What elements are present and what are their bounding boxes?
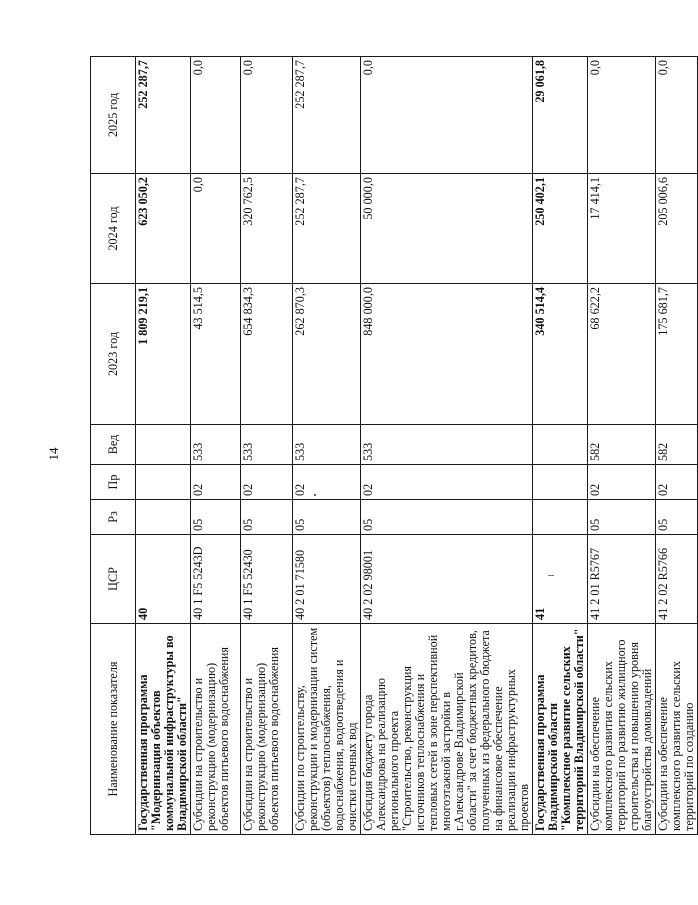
row-2023: 68 622,2 xyxy=(588,284,656,425)
header-pr: Пр xyxy=(91,465,136,500)
row-ved: 533 xyxy=(293,425,361,465)
row-csr: 40 1 F5 5243D xyxy=(191,535,241,624)
table-row xyxy=(588,57,656,835)
scan-speck xyxy=(314,494,316,496)
row-name: Государственная программа Владимирской области "Комплексное развитие сельских территорий Владимирской области" xyxy=(533,624,588,835)
table-row xyxy=(293,57,361,835)
table-row xyxy=(241,57,293,835)
header-name: Наименование показателя xyxy=(91,624,136,835)
table-row xyxy=(191,57,241,835)
row-csr: 41 xyxy=(533,535,588,624)
row-2023: 848 000,0 xyxy=(361,284,533,425)
scan-mark xyxy=(548,575,554,576)
row-ved: 582 xyxy=(656,425,698,465)
row-2023: 262 870,3 xyxy=(293,284,361,425)
row-pr: 02 xyxy=(191,465,241,500)
row-csr: 40 2 01 71580 xyxy=(293,535,361,624)
row-rz: 05 xyxy=(361,500,533,535)
header-csr: ЦСР xyxy=(91,535,136,624)
row-2024: 250 402,1 xyxy=(533,174,588,284)
row-2025: 252 287,7 xyxy=(136,57,191,174)
row-name: Субсидии на строительство и реконструкцию (модернизацию) объектов питьевого водоснабжения xyxy=(241,624,293,835)
header-row xyxy=(91,57,136,835)
row-pr: 02 xyxy=(656,465,698,500)
table-row xyxy=(136,57,191,835)
row-name: Государственная программа "Модернизация объектов коммунальной инфраструктуры во Владимирской области" xyxy=(136,624,191,835)
row-rz xyxy=(136,500,191,535)
header-2023: 2023 год xyxy=(91,284,136,425)
row-2024: 320 762,5 xyxy=(241,174,293,284)
row-pr: 02 xyxy=(588,465,656,500)
row-2025: 29 061,8 xyxy=(533,57,588,174)
table-row xyxy=(656,57,698,835)
row-pr: 02 xyxy=(293,465,361,500)
row-2023: 654 834,3 xyxy=(241,284,293,425)
row-rz: 05 xyxy=(241,500,293,535)
row-ved xyxy=(136,425,191,465)
row-csr: 40 1 F5 52430 xyxy=(241,535,293,624)
row-2024: 0,0 xyxy=(191,174,241,284)
row-name: Субсидии на обеспечение комплексного развития сельских территорий по развитию жилищного строительства и повышению уровня благоустройства домовладений xyxy=(588,624,656,835)
row-2025: 0,0 xyxy=(588,57,656,174)
row-2025: 0,0 xyxy=(361,57,533,174)
row-csr: 40 2 02 98001 xyxy=(361,535,533,624)
row-name: Субсидии по строительству, реконструкции и модернизации систем (объектов) теплоснабжения, водоснабжения, водоотведения и очистки сточных вод xyxy=(293,624,361,835)
row-csr: 41 2 01 R5767 xyxy=(588,535,656,624)
row-ved: 533 xyxy=(191,425,241,465)
header-ved: Вед xyxy=(91,425,136,465)
row-2025: 0,0 xyxy=(241,57,293,174)
rotated-table-wrapper xyxy=(90,57,696,835)
page-number: 14 xyxy=(46,447,61,461)
header-2024: 2024 год xyxy=(91,174,136,284)
row-pr xyxy=(136,465,191,500)
row-2024: 205 006,6 xyxy=(656,174,698,284)
table-row xyxy=(361,57,533,835)
row-csr: 41 2 02 R5766 xyxy=(656,535,698,624)
row-pr: 02 xyxy=(361,465,533,500)
table-row xyxy=(533,57,588,835)
row-ved xyxy=(533,425,588,465)
row-ved: 582 xyxy=(588,425,656,465)
row-2023: 1 809 219,1 xyxy=(136,284,191,425)
row-name: Субсидия бюджету города Александрова на реализацию регионального проекта "Строительство, реконструкция источников теплоснабжения и тепловых сетей в зоне перспективной многоэтажной застройки в г.Александрове Владимирской области" за счет бюджетных кредитов, полученных из федерального бюджета на финансовое обеспечение реализации инфраструктурных проектов xyxy=(361,624,533,835)
row-name: Субсидии на обеспечение комплексного развития сельских территорий по созданию xyxy=(656,624,698,835)
row-2024: 623 050,2 xyxy=(136,174,191,284)
row-csr: 40 xyxy=(136,535,191,624)
row-pr xyxy=(533,465,588,500)
row-rz xyxy=(533,500,588,535)
row-2024: 252 287,7 xyxy=(293,174,361,284)
row-2023: 175 681,7 xyxy=(656,284,698,425)
row-2024: 50 000,0 xyxy=(361,174,533,284)
budget-table xyxy=(90,56,698,835)
row-2024: 17 414,1 xyxy=(588,174,656,284)
row-2023: 340 514,4 xyxy=(533,284,588,425)
row-2025: 252 287,7 xyxy=(293,57,361,174)
row-ved: 533 xyxy=(241,425,293,465)
row-2023: 43 514,5 xyxy=(191,284,241,425)
header-rz: Рз xyxy=(91,500,136,535)
row-rz: 05 xyxy=(191,500,241,535)
row-2025: 0,0 xyxy=(656,57,698,174)
row-rz: 05 xyxy=(293,500,361,535)
row-rz: 05 xyxy=(588,500,656,535)
header-2025: 2025 год xyxy=(91,57,136,174)
row-pr: 02 xyxy=(241,465,293,500)
row-name: Субсидии на строительство и реконструкцию (модернизацию) объектов питьевого водоснабжения xyxy=(191,624,241,835)
row-rz: 05 xyxy=(656,500,698,535)
row-ved: 533 xyxy=(361,425,533,465)
row-2025: 0,0 xyxy=(191,57,241,174)
